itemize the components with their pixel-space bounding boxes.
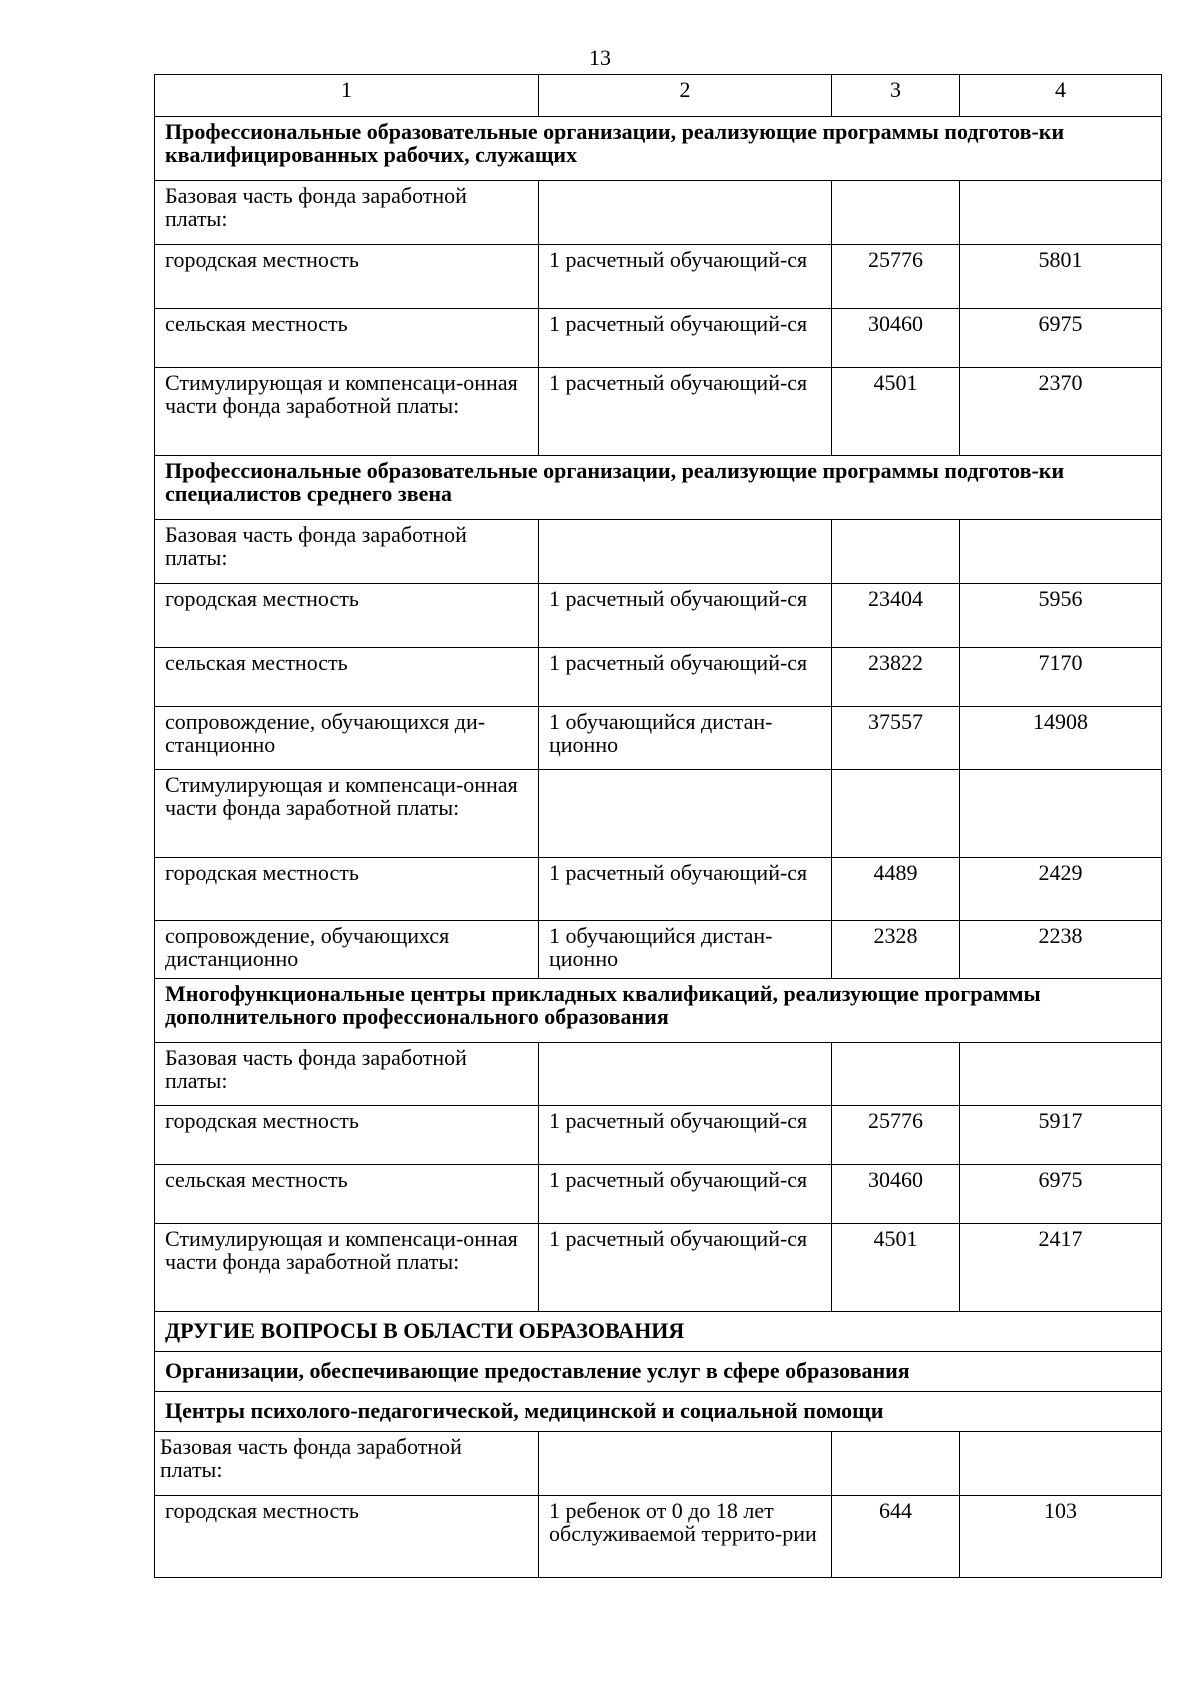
row-label: сельская местность (155, 648, 539, 707)
row-value-3: 644 (832, 1496, 960, 1578)
row-value-4: 14908 (960, 707, 1162, 770)
row-value-4 (960, 520, 1162, 584)
section-row (155, 117, 1162, 181)
row-unit: 1 расчетный обучающий-ся (539, 858, 832, 921)
row-unit: 1 расчетный обучающий-ся (539, 648, 832, 707)
row-value-3: 25776 (832, 245, 960, 309)
row-unit: 1 обучающийся дистан-ционно (539, 707, 832, 770)
row-label: Базовая часть фонда заработной платы: (155, 1043, 539, 1106)
row-value-3: 4489 (832, 858, 960, 921)
row-unit (539, 770, 832, 858)
header-row (155, 75, 1162, 117)
row-value-3: 37557 (832, 707, 960, 770)
row-value-4: 6975 (960, 1165, 1162, 1224)
table-row (155, 921, 1162, 979)
col-header-1: 1 (155, 75, 539, 117)
row-unit: 1 расчетный обучающий-ся (539, 584, 832, 648)
section-title: ДРУГИЕ ВОПРОСЫ В ОБЛАСТИ ОБРАЗОВАНИЯ (155, 1312, 1162, 1352)
row-label: сопровождение, обучающихся ди-станционно (155, 707, 539, 770)
row-label: Базовая часть фонда заработной платы: (155, 520, 539, 584)
row-label: городская местность (155, 858, 539, 921)
section-title: Многофункциональные центры прикладных квалификаций, реализующие программы дополнительного профессионального образования (155, 979, 1162, 1043)
row-value-4: 5801 (960, 245, 1162, 309)
norms-table (154, 74, 1162, 1578)
section-row (155, 1352, 1162, 1392)
table-row (155, 1165, 1162, 1224)
row-label: Стимулирующая и компенсаци-онная части фонда заработной платы: (155, 368, 539, 456)
row-value-3: 23822 (832, 648, 960, 707)
row-unit: 1 обучающийся дистан-ционно (539, 921, 832, 979)
section-row (155, 979, 1162, 1043)
row-label: сельская местность (155, 309, 539, 368)
row-value-4: 2370 (960, 368, 1162, 456)
row-unit: 1 расчетный обучающий-ся (539, 1224, 832, 1312)
row-value-3: 30460 (832, 1165, 960, 1224)
row-unit (539, 1043, 832, 1106)
table-row (155, 368, 1162, 456)
table-row (155, 584, 1162, 648)
table-row (155, 648, 1162, 707)
col-header-4: 4 (960, 75, 1162, 117)
row-value-4 (960, 770, 1162, 858)
row-value-3: 23404 (832, 584, 960, 648)
section-row (155, 456, 1162, 520)
row-unit (539, 520, 832, 584)
row-value-3: 4501 (832, 1224, 960, 1312)
row-label: городская местность (155, 245, 539, 309)
row-value-3 (832, 181, 960, 245)
table-row (155, 858, 1162, 921)
page-number: 13 (589, 45, 611, 70)
row-value-3: 2328 (832, 921, 960, 979)
row-value-4 (960, 1432, 1162, 1496)
table-row (155, 1496, 1162, 1578)
table-row (155, 309, 1162, 368)
row-value-3 (832, 770, 960, 858)
row-value-4: 2238 (960, 921, 1162, 979)
table-row (155, 770, 1162, 858)
row-value-3 (832, 520, 960, 584)
table-row (155, 1043, 1162, 1106)
row-unit: 1 ребенок от 0 до 18 лет обслуживаемой террито-рии (539, 1496, 832, 1578)
row-label: Базовая часть фонда заработной платы: (155, 1432, 539, 1496)
row-value-3: 25776 (832, 1106, 960, 1165)
row-label: городская местность (155, 1496, 539, 1578)
table-row (155, 245, 1162, 309)
row-unit: 1 расчетный обучающий-ся (539, 309, 832, 368)
row-unit: 1 расчетный обучающий-ся (539, 1165, 832, 1224)
row-label: Базовая часть фонда заработной платы: (155, 181, 539, 245)
row-value-4: 6975 (960, 309, 1162, 368)
table-row (155, 1224, 1162, 1312)
row-value-4: 103 (960, 1496, 1162, 1578)
table-row (155, 707, 1162, 770)
section-title: Профессиональные образовательные организации, реализующие программы подготов-ки квалифицированных рабочих, служащих (155, 117, 1162, 181)
section-title: Профессиональные образовательные организации, реализующие программы подготов-ки специалистов среднего звена (155, 456, 1162, 520)
row-label: Стимулирующая и компенсаци-онная части фонда заработной платы: (155, 1224, 539, 1312)
table-row (155, 520, 1162, 584)
row-value-4 (960, 181, 1162, 245)
row-value-3 (832, 1432, 960, 1496)
row-value-3 (832, 1043, 960, 1106)
row-value-4: 7170 (960, 648, 1162, 707)
row-unit: 1 расчетный обучающий-ся (539, 245, 832, 309)
row-label: Стимулирующая и компенсаци-онная части фонда заработной платы: (155, 770, 539, 858)
row-label: городская местность (155, 584, 539, 648)
section-title: Организации, обеспечивающие предоставление услуг в сфере образования (155, 1352, 1162, 1392)
row-unit (539, 181, 832, 245)
table-row (155, 181, 1162, 245)
table-row (155, 1432, 1162, 1496)
row-label: сельская местность (155, 1165, 539, 1224)
row-value-4 (960, 1043, 1162, 1106)
col-header-2: 2 (539, 75, 832, 117)
row-label: сопровождение, обучающихся дистанционно (155, 921, 539, 979)
table-row (155, 1106, 1162, 1165)
row-value-3: 30460 (832, 309, 960, 368)
row-value-3: 4501 (832, 368, 960, 456)
row-value-4: 5917 (960, 1106, 1162, 1165)
section-title: Центры психолого-педагогической, медицинской и социальной помощи (155, 1392, 1162, 1432)
row-unit: 1 расчетный обучающий-ся (539, 368, 832, 456)
col-header-3: 3 (832, 75, 960, 117)
row-label: городская местность (155, 1106, 539, 1165)
row-value-4: 5956 (960, 584, 1162, 648)
section-row (155, 1312, 1162, 1352)
row-value-4: 2429 (960, 858, 1162, 921)
row-value-4: 2417 (960, 1224, 1162, 1312)
section-row (155, 1392, 1162, 1432)
row-unit: 1 расчетный обучающий-ся (539, 1106, 832, 1165)
row-unit (539, 1432, 832, 1496)
